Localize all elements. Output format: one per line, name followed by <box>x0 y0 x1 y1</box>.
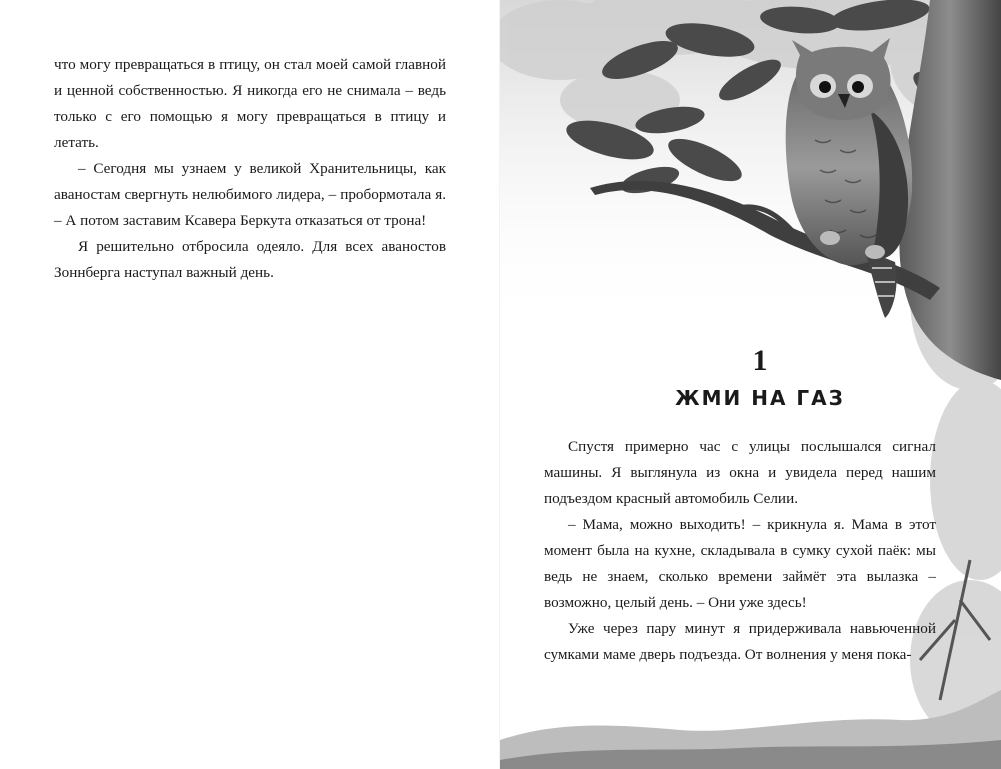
left-page <box>0 0 500 769</box>
paragraph: – Сегодня мы узнаем у великой Хранительницы, как аваностам свергнуть нелюбимого лидера, – пробормотала я. – А потом заставим Ксавера Беркута отказаться от трона! <box>54 160 446 229</box>
paragraph: – Мама, можно выходить! – крикнула я. Мама в этот момент была на кухне, складывала в сумку сухой паёк: мы ведь не знаем, сколько времени займёт эта вылазка – возможно, целый день. – Они уже здесь! <box>544 516 936 611</box>
right-page <box>500 0 1001 769</box>
paragraph: что могу превращаться в птицу, он стал моей самой главной и ценной собственностью. Я никогда его не снимала – ведь только с его помощью я могу превращаться в птицу и летать. <box>54 56 446 151</box>
chapter-number: 1 <box>752 344 768 377</box>
right-page-text <box>544 434 936 668</box>
paragraph: Я решительно отбросила одеяло. Для всех аваностов Зоннберга наступал важный день. <box>54 238 446 281</box>
paragraph: Уже через пару минут я придерживала навьюченной сумками маме дверь подъезда. От волнения у меня пока- <box>544 620 936 663</box>
left-page-text <box>54 52 446 286</box>
paragraph: Спустя примерно час с улицы послышался сигнал машины. Я выглянула из окна и увидела перед нашим подъездом красный автомобиль Селии. <box>544 438 936 507</box>
chapter-title: ЖМИ НА ГАЗ <box>675 386 845 410</box>
